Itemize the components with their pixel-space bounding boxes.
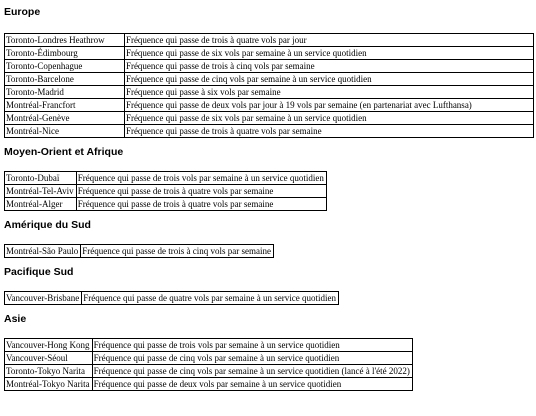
frequency-cell: Fréquence qui passe de cinq vols par semaine à un service quotidien: [124, 73, 533, 86]
section-heading: Europe: [4, 6, 41, 18]
frequency-cell: Fréquence qui passe de trois à cinq vols par semaine: [81, 245, 274, 258]
table-row: [5, 86, 534, 99]
table-row: [5, 245, 274, 258]
route-cell: Toronto-Londres Heathrow: [5, 34, 125, 47]
table-row: [5, 125, 534, 138]
frequency-cell: Fréquence qui passe à six vols par semaine: [124, 86, 533, 99]
section-moyen-orient-afrique: [4, 146, 536, 211]
table-row: [5, 185, 327, 198]
route-cell: Montréal-Nice: [5, 125, 125, 138]
frequency-cell: Fréquence qui passe de trois à quatre vols par jour: [124, 34, 533, 47]
frequency-cell: Fréquence qui passe de trois vols par semaine à un service quotidien: [76, 172, 326, 185]
route-cell: Toronto-Tokyo Narita: [5, 365, 93, 378]
frequency-cell: Fréquence qui passe de trois à quatre vols par semaine: [124, 125, 533, 138]
section-europe: [4, 6, 536, 138]
section-amerique-du-sud: [4, 219, 536, 258]
section-heading: Moyen-Orient et Afrique: [4, 146, 124, 158]
table-row: [5, 352, 413, 365]
route-cell: Montréal-Genève: [5, 112, 125, 125]
route-cell: Toronto-Madrid: [5, 86, 125, 99]
frequency-cell: Fréquence qui passe de cinq vols par semaine à un service quotidien (lancé à l'été 2022): [92, 365, 412, 378]
table-row: [5, 172, 327, 185]
frequency-cell: Fréquence qui passe de quatre vols par semaine à un service quotidien: [82, 292, 339, 305]
frequency-cell: Fréquence qui passe de six vols par semaine à un service quotidien: [124, 112, 533, 125]
frequency-cell: Fréquence qui passe de deux vols par semaine à un service quotidien: [92, 378, 412, 391]
route-cell: Montréal-Tokyo Narita: [5, 378, 93, 391]
route-cell: Vancouver-Hong Kong: [5, 339, 93, 352]
route-cell: Montréal-Tel-Aviv: [5, 185, 77, 198]
frequency-cell: Fréquence qui passe de trois vols par semaine à un service quotidien: [92, 339, 412, 352]
route-cell: Vancouver-Séoul: [5, 352, 93, 365]
table-row: [5, 34, 534, 47]
section-heading: Pacifique Sud: [4, 266, 74, 278]
route-cell: Toronto-Édimbourg: [5, 47, 125, 60]
table-row: [5, 99, 534, 112]
table-row: [5, 73, 534, 86]
routes-table: [4, 33, 534, 138]
table-row: [5, 339, 413, 352]
table-row: [5, 47, 534, 60]
route-cell: Toronto-Copenhague: [5, 60, 125, 73]
section-pacifique-sud: [4, 266, 536, 305]
routes-table: [4, 338, 413, 391]
table-row: [5, 292, 339, 305]
section-asie: [4, 313, 536, 391]
frequency-cell: Fréquence qui passe de cinq vols par semaine à un service quotidien: [92, 352, 412, 365]
table-row: [5, 112, 534, 125]
section-heading: Amérique du Sud: [4, 219, 91, 231]
routes-table: [4, 291, 339, 305]
frequency-cell: Fréquence qui passe de deux vols par jour à 19 vols par semaine (en partenariat avec Lufthansa): [124, 99, 533, 112]
frequency-cell: Fréquence qui passe de trois à cinq vols par semaine: [124, 60, 533, 73]
route-cell: Montréal-Alger: [5, 198, 77, 211]
route-cell: Montréal-Francfort: [5, 99, 125, 112]
route-cell: Montréal-São Paulo: [5, 245, 81, 258]
routes-table: [4, 244, 274, 258]
table-row: [5, 365, 413, 378]
route-cell: Vancouver-Brisbane: [5, 292, 82, 305]
table-row: [5, 198, 327, 211]
route-cell: Toronto-Dubaï: [5, 172, 77, 185]
table-row: [5, 60, 534, 73]
route-cell: Toronto-Barcelone: [5, 73, 125, 86]
frequency-cell: Fréquence qui passe de six vols par semaine à un service quotidien: [124, 47, 533, 60]
section-heading: Asie: [4, 313, 27, 325]
frequency-cell: Fréquence qui passe de trois à quatre vols par semaine: [76, 185, 326, 198]
frequency-cell: Fréquence qui passe de trois à quatre vols par semaine: [76, 198, 326, 211]
routes-table: [4, 171, 327, 211]
table-row: [5, 378, 413, 391]
